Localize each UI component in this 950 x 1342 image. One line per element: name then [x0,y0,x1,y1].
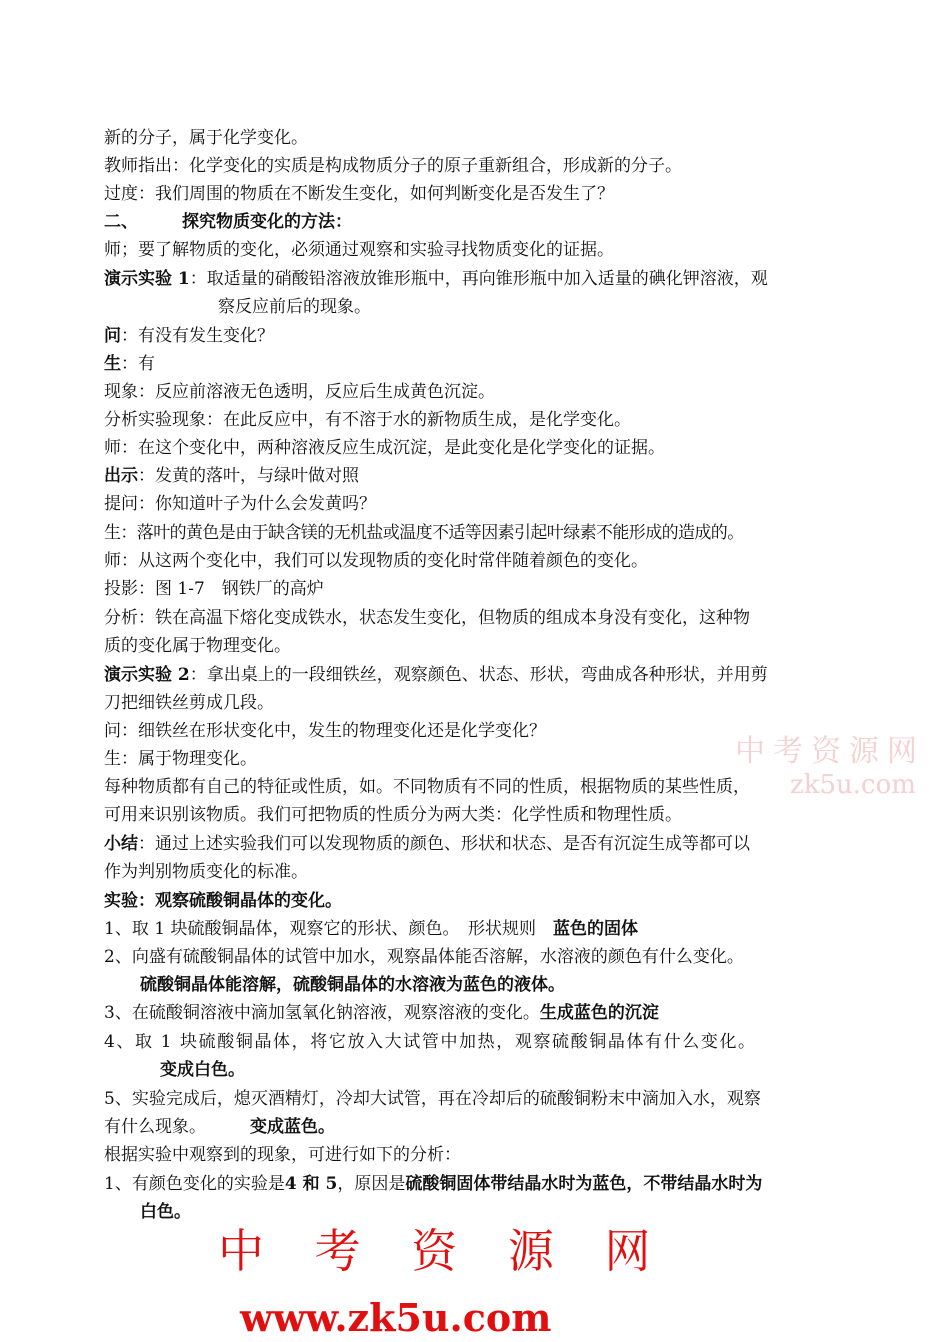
text-line: 问：有没有发生变化？ [104,326,274,346]
text-line: 生：落叶的黄色是由于缺含镁的无机盐或温度不适等因素引起叶绿素不能形成的造成的。 [104,523,744,543]
text-line: 新的分子，属于化学变化。 [104,128,308,148]
text-line: 有什么现象。 变成蓝色。 [104,1117,335,1137]
text-line: 问：细铁丝在形状变化中，发生的物理变化还是化学变化？ [104,721,546,741]
text-line: 作为判别物质变化的标准。 [104,862,308,882]
text-line: 过度：我们周围的物质在不断发生变化，如何判断变化是否发生了？ [104,184,614,204]
text-line: 5、实验完成后，熄灭酒精灯，冷却大试管，再在冷却后的硫酸铜粉末中滴加入水，观察 [104,1089,761,1109]
text-line: 现象：反应前溶液无色透明，反应后生成黄色沉淀。 [104,382,495,402]
text-line: 投影：图 1-7 钢铁厂的高炉 [104,579,324,599]
section-heading: 二、 探究物质变化的方法： [104,212,352,232]
answer-line: 白色。 [140,1202,191,1222]
experiment-heading: 实验：观察硫酸铜晶体的变化。 [104,891,342,911]
text-line: 演示实验 1：取适量的硝酸铅溶液放锥形瓶中，再向锥形瓶中加入适量的碘化钾溶液，观 [104,269,768,289]
text-line: 师：从这两个变化中，我们可以发现物质的变化时常伴随着颜色的变化。 [104,551,648,571]
text-line: 刀把细铁丝剪成几段。 [104,693,274,713]
text-line: 1、取 1 块硫酸铜晶体，观察它的形状、颜色。 形状规则 蓝色的固体 [104,919,638,939]
text-line: 根据实验中观察到的现象，可进行如下的分析： [104,1145,461,1165]
text-line: 可用来识别该物质。我们可把物质的性质分为两大类：化学性质和物理性质。 [104,805,682,825]
text-line: 1、有颜色变化的实验是4 和 5，原因是硫酸铜固体带结晶水时为蓝色，不带结晶水时为 [104,1174,763,1194]
text-line: 教师指出：化学变化的实质是构成物质分子的原子重新组合，形成新的分子。 [104,156,682,176]
text-line: 生：有 [104,354,155,374]
answer-line: 硫酸铜晶体能溶解，硫酸铜晶体的水溶液为蓝色的液体。 [140,975,565,995]
text-line: 师：在这个变化中，两种溶液反应生成沉淀，是此变化是化学变化的证据。 [104,438,665,458]
text-line: 分析：铁在高温下熔化变成铁水，状态发生变化，但物质的组成本身没有变化，这种物 [104,608,750,628]
text-line: 提问：你知道叶子为什么会发黄吗？ [104,494,376,514]
text-line: 演示实验 2：拿出桌上的一段细铁丝，观察颜色、状态、形状，弯曲成各种形状，并用剪 [104,665,768,685]
text-line: 师；要了解物质的变化，必须通过观察和实验寻找物质变化的证据。 [104,240,614,260]
footer-url: www.zk5u.com [240,1295,552,1340]
watermark-text: 中考资源网 [735,734,925,769]
text-line: 2、向盛有硫酸铜晶体的试管中加水，观察晶体能否溶解，水溶液的颜色有什么变化。 [104,947,744,967]
text-line: 小结：通过上述实验我们可以发现物质的颜色、形状和状态、是否有沉淀生成等都可以 [104,834,750,854]
text-line: 生：属于物理变化。 [104,749,257,769]
text-line: 察反应前后的现象。 [218,297,371,317]
text-line: 3、在硫酸铜溶液中滴加氢氧化钠溶液，观察溶液的变化。生成蓝色的沉淀 [104,1003,659,1023]
text-line: 出示：发黄的落叶，与绿叶做对照 [104,466,359,486]
text-line: 分析实验现象：在此反应中，有不溶于水的新物质生成，是化学变化。 [104,410,631,430]
text-line: 4、取 1 块硫酸铜晶体，将它放入大试管中加热，观察硫酸铜晶体有什么变化。 [104,1032,757,1052]
answer-line: 变成白色。 [160,1060,245,1080]
text-line: 每种物质都有自己的特征或性质，如。不同物质有不同的性质，根据物质的某些性质， [104,777,750,797]
watermark-url: zk5u.com [790,770,916,800]
footer-site-name: 中 考 资 源 网 [218,1224,669,1278]
text-line: 质的变化属于物理变化。 [104,636,291,656]
